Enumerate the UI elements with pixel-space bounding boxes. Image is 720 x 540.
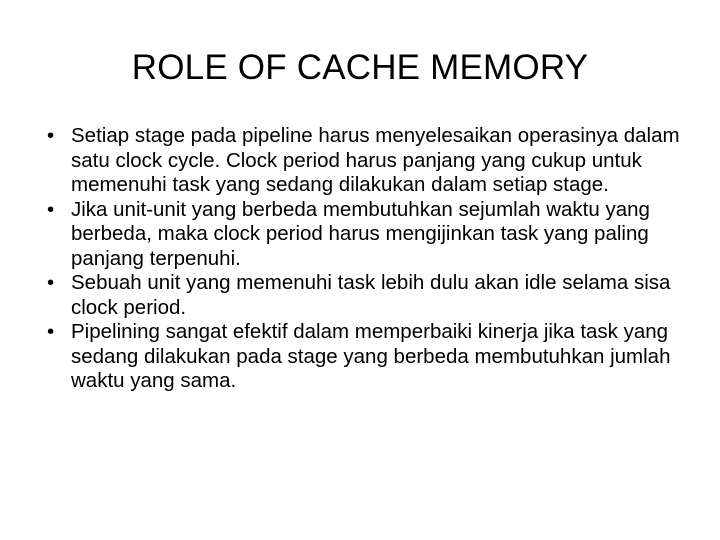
bullet-item: [47, 320, 687, 394]
bullet-icon: •: [47, 320, 55, 343]
slide-title: ROLE OF CACHE MEMORY: [131, 48, 589, 87]
bullet-item: [47, 198, 687, 272]
bullet-item: [47, 271, 687, 320]
bullet-icon: •: [47, 124, 55, 147]
bullet-text: Jika unit-unit yang berbeda membutuhkan sejumlah waktu yang berbeda, maka clock period harus mengijinkan task yang paling panjang terpenuhi.: [71, 197, 650, 270]
bullet-list: [47, 124, 687, 394]
bullet-text: Setiap stage pada pipeline harus menyelesaikan operasinya dalam satu clock cycle. Clock period harus panjang yang cukup untuk memenuhi task yang sedang dilakukan dalam setiap stage.: [71, 124, 680, 196]
bullet-text: Pipelining sangat efektif dalam memperbaiki kinerja jika task yang sedang dilakukan pada stage yang berbeda membutuhkan jumlah waktu yang sama.: [71, 320, 671, 392]
bullet-item: [47, 124, 687, 198]
bullet-text: Sebuah unit yang memenuhi task lebih dulu akan idle selama sisa clock period.: [71, 271, 671, 319]
bullet-icon: •: [47, 197, 55, 221]
bullet-icon: •: [47, 271, 55, 294]
